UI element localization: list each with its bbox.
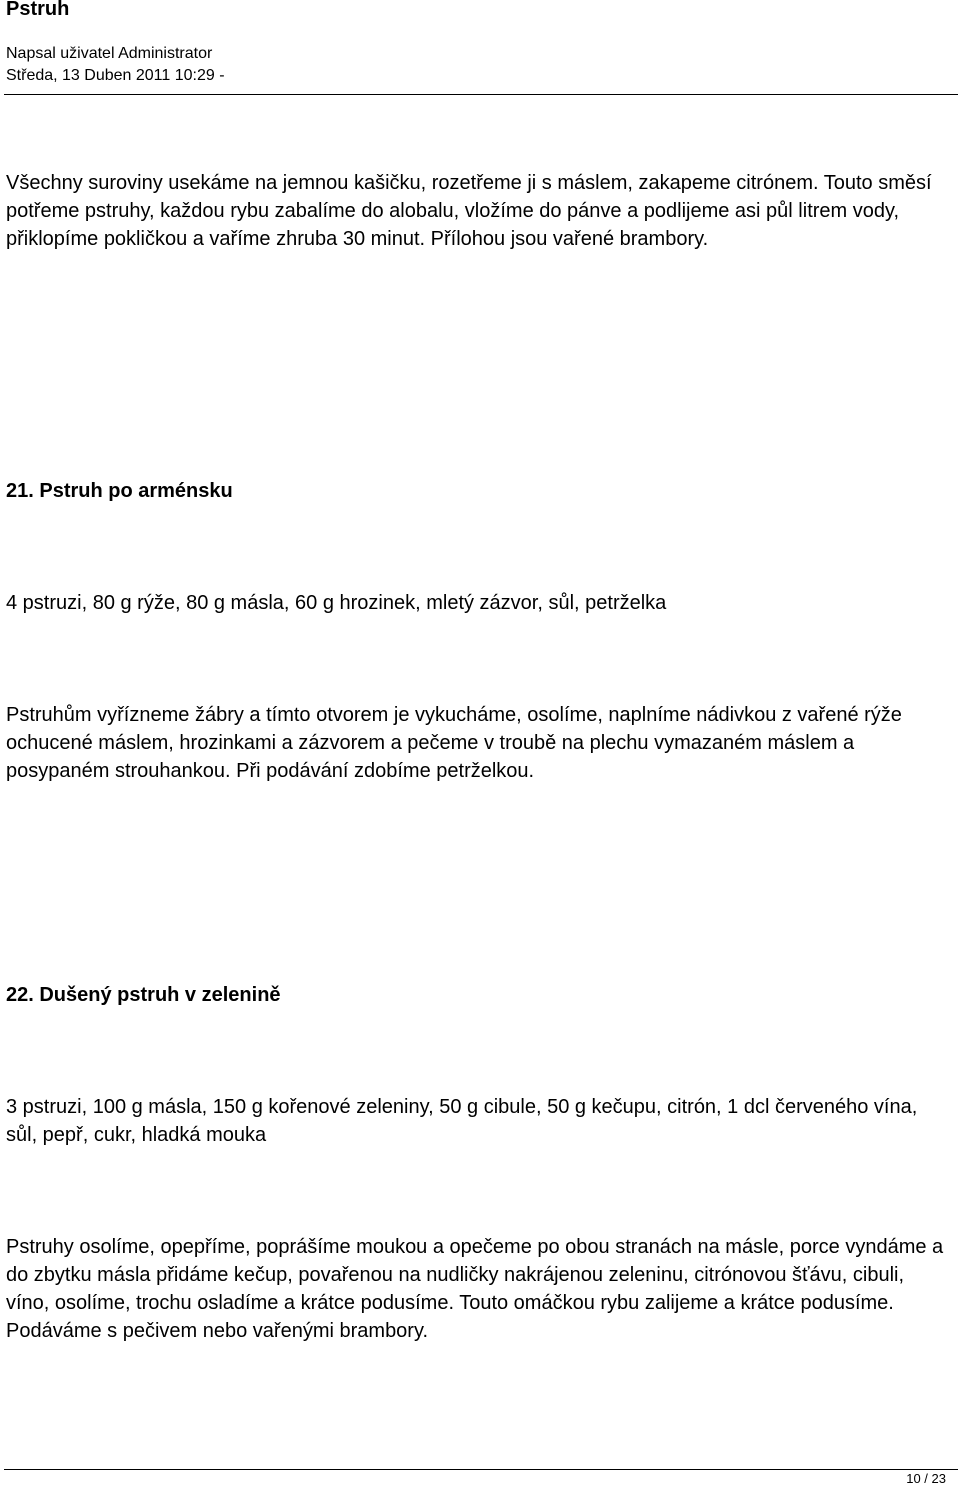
footer-divider xyxy=(4,1469,958,1470)
recipe-heading-21: 21. Pstruh po arménsku xyxy=(6,480,233,502)
date-line: Středa, 13 Duben 2011 10:29 - xyxy=(6,67,225,84)
recipe-ingredients-22: 3 pstruzi, 100 g másla, 150 g kořenové zeleniny, 50 g cibule, 50 g kečupu, citrón, 1 dcl červeného vína, sůl, pepř, cukr, hladká mouka xyxy=(6,1096,918,1146)
page-number: 10 / 23 xyxy=(906,1471,946,1486)
recipe-heading-22: 22. Dušený pstruh v zelenině xyxy=(6,984,281,1006)
recipe-instructions-22: Pstruhy osolíme, opepříme, poprášíme moukou a opečeme po obou stranách na másle, porce vyndáme a do zbytku másla přidáme kečup, povařenou na nudličky nakrájenou zeleninu, citrónovou šťávu, cibuli, víno, osolíme, trochu osladíme a krátce podusíme. Touto omáčkou rybu zalijeme a krátce podusíme. Podáváme s pečivem nebo vařenými brambory. xyxy=(6,1236,944,1342)
recipe-instructions-21: Pstruhům vyřízneme žábry a tímto otvorem je vykucháme, osolíme, naplníme nádivkou z vařené rýže ochucené máslem, hrozinkami a zázvorem a pečeme v troubě na plechu vymazaném máslem a posypaném strouhankou. Při podávání zdobíme petrželkou. xyxy=(6,704,902,782)
author-line: Napsal uživatel Administrator xyxy=(6,45,213,62)
recipe-ingredients-21: 4 pstruzi, 80 g rýže, 80 g másla, 60 g hrozinek, mletý zázvor, sůl, petrželka xyxy=(6,592,667,614)
intro-paragraph: Všechny suroviny usekáme na jemnou kašičku, rozetřeme ji s máslem, zakapeme citrónem. Touto směsí potřeme pstruhy, každou rybu zabalíme do alobalu, vložíme do pánve a podlijeme asi půl litrem vody, přiklopíme pokličkou a vaříme zhruba 30 minut. Přílohou jsou vařené brambory. xyxy=(6,172,932,250)
page-title: Pstruh xyxy=(6,0,70,20)
header-divider xyxy=(4,94,958,95)
